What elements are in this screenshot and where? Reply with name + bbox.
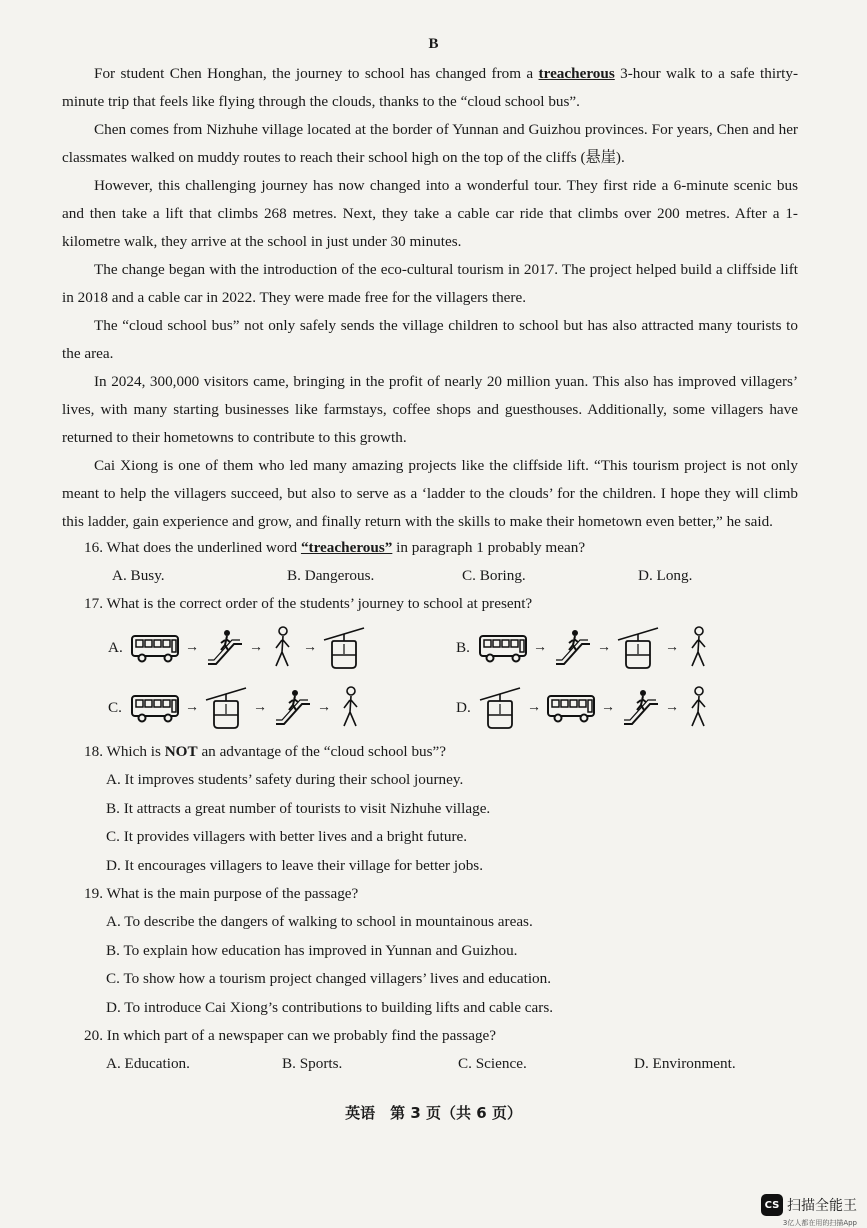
- question-16-options: [84, 562, 804, 590]
- question-17-stem: 17. What is the correct order of the students’ journey to school at present?: [84, 595, 533, 612]
- arrow-icon: →: [303, 640, 317, 655]
- escalator-icon: [552, 628, 592, 668]
- walking-person-icon: [268, 626, 298, 670]
- q20-option-b[interactable]: B. Sports.: [282, 1055, 343, 1072]
- escalator-icon: [272, 688, 312, 728]
- arrow-icon: →: [317, 700, 331, 715]
- q17-option-a[interactable]: [108, 626, 456, 670]
- question-19-options: [84, 908, 804, 1022]
- q17-option-b[interactable]: [456, 626, 804, 670]
- paragraph-4: The change began with the introduction of the eco-cultural tourism in 2017. The project helped build a cliffside lift in 2018 and a cable car in 2022. They were made free for the villagers there.: [62, 261, 798, 306]
- q17-option-c[interactable]: [108, 686, 456, 730]
- q18-option-d[interactable]: D. It encourages villagers to leave their village for better jobs.: [106, 856, 484, 874]
- page-footer: 英语 第 3 页（共 6 页）: [345, 1104, 522, 1122]
- question-list: [84, 534, 804, 1078]
- q20-option-c[interactable]: C. Science.: [458, 1055, 527, 1072]
- q19-option-d[interactable]: D. To introduce Cai Xiong’s contributions to building lifts and cable cars.: [106, 998, 554, 1016]
- q17-options-row-2: [84, 678, 804, 738]
- q16-stem-before: 16. What does the underlined word: [84, 539, 301, 556]
- q18-option-a[interactable]: A. It improves students’ safety during their school journey.: [106, 771, 464, 788]
- arrow-icon: →: [597, 640, 611, 655]
- arrow-icon: →: [601, 700, 615, 715]
- q18-option-c[interactable]: C. It provides villagers with better lives and a bright future.: [106, 828, 468, 845]
- section-label: B: [428, 36, 439, 52]
- paragraph-6: In 2024, 300,000 visitors came, bringing in the profit of nearly 20 million yuan. This also has improved villagers’ lives, with many starting businesses like farmstays, coffee shops and guesthouses. Additionally, some villagers have returned to their hometowns to contribute to this growth.: [62, 373, 798, 446]
- q19-option-b[interactable]: B. To explain how education has improved in Yunnan and Guizhou.: [106, 941, 518, 959]
- arrow-icon: →: [527, 700, 541, 715]
- scanner-tagline: 3亿人都在用的扫描App: [782, 1219, 857, 1227]
- q20-option-d[interactable]: D. Environment.: [634, 1055, 736, 1072]
- question-20-options: [84, 1050, 804, 1078]
- paragraph-1: [62, 60, 798, 116]
- q20-option-a[interactable]: A. Education.: [106, 1055, 190, 1072]
- q17-label-d: D.: [456, 699, 471, 716]
- q18-stem-after: an advantage of the “cloud school bus”?: [197, 743, 447, 760]
- q18-option-b[interactable]: B. It attracts a great number of tourists to visit Nizhuhe village.: [106, 799, 491, 817]
- q18-not-emphasis: NOT: [164, 743, 198, 760]
- arrow-icon: →: [665, 640, 679, 655]
- question-16-stem: [84, 534, 804, 562]
- arrow-icon: →: [185, 640, 199, 655]
- cable-car-icon: [616, 626, 660, 670]
- bus-icon: [478, 633, 528, 663]
- camscanner-logo-icon: CS: [761, 1194, 783, 1216]
- p1-text-before: For student Chen Honghan, the journey to school has changed from a: [94, 65, 539, 82]
- escalator-icon: [204, 628, 244, 668]
- question-18-options: [84, 766, 804, 880]
- q17-label-c: C.: [108, 699, 122, 716]
- q17-label-b: B.: [456, 639, 470, 656]
- q17-label-a: A.: [108, 639, 123, 656]
- arrow-icon: →: [665, 700, 679, 715]
- escalator-icon: [620, 688, 660, 728]
- q17-option-d[interactable]: [456, 686, 804, 730]
- paragraph-7: Cai Xiong is one of them who led many amazing projects like the cliffside lift. “This tourism project is not only meant to help the villagers succeed, but also to serve as a ‘ladder to the clouds’ for the children. I hope they will climb this ladder, gain experience and grow, and finally return with the skills to make their hometown even better,” he said.: [62, 457, 798, 530]
- q19-option-c[interactable]: C. To show how a tourism project changed villagers’ lives and education.: [106, 970, 552, 987]
- bus-icon: [130, 693, 180, 723]
- cable-car-icon: [322, 626, 366, 670]
- cable-car-icon: [204, 686, 248, 730]
- q16-option-b[interactable]: B. Dangerous.: [287, 567, 375, 584]
- reading-passage: [62, 60, 798, 536]
- bus-icon: [546, 693, 596, 723]
- cable-car-icon: [478, 686, 522, 730]
- question-20: [84, 1022, 804, 1078]
- arrow-icon: →: [253, 700, 267, 715]
- question-18-stem: [84, 738, 804, 766]
- q16-underlined-word: “treacherous”: [300, 539, 393, 556]
- q18-stem-before: 18. Which is: [84, 743, 165, 760]
- q16-option-a[interactable]: A. Busy.: [112, 567, 165, 584]
- question-20-stem: 20. In which part of a newspaper can we probably find the passage?: [84, 1027, 497, 1044]
- question-16: [84, 534, 804, 590]
- underlined-word: treacherous: [538, 65, 615, 82]
- walking-person-icon: [684, 686, 714, 730]
- q16-option-c[interactable]: C. Boring.: [462, 567, 526, 584]
- walking-person-icon: [684, 626, 714, 670]
- q16-option-d[interactable]: D. Long.: [638, 567, 693, 584]
- q16-stem-after: in paragraph 1 probably mean?: [392, 539, 586, 556]
- scanner-app-name: 扫描全能王: [787, 1198, 857, 1214]
- paragraph-2: Chen comes from Nizhuhe village located at the border of Yunnan and Guizhou provinces. For years, Chen and her classmates walked on muddy routes to reach their school high on the top of the cliffs (悬崖).: [62, 121, 798, 166]
- question-17: [84, 590, 804, 738]
- walking-person-icon: [336, 686, 366, 730]
- p1-text-after: 3-hour walk to a safe thirty-minute trip that feels like flying through the clouds, thanks to the “cloud school bus”.: [62, 65, 798, 110]
- q17-options-row-1: [84, 618, 804, 678]
- bus-icon: [130, 633, 180, 663]
- arrow-icon: →: [185, 700, 199, 715]
- q19-option-a[interactable]: A. To describe the dangers of walking to school in mountainous areas.: [106, 913, 533, 930]
- paragraph-5: The “cloud school bus” not only safely sends the village children to school but has also attracted many tourists to the area.: [62, 317, 798, 362]
- arrow-icon: →: [533, 640, 547, 655]
- question-19-stem: 19. What is the main purpose of the passage?: [84, 885, 359, 902]
- question-18: [84, 738, 804, 880]
- arrow-icon: →: [249, 640, 263, 655]
- scanner-watermark: [761, 1194, 857, 1216]
- paragraph-3: However, this challenging journey has now changed into a wonderful tour. They first ride a 6-minute scenic bus and then take a lift that climbs 268 metres. Next, they take a cable car ride that climbs over 200 metres. After a 1-kilometre walk, they arrive at the school in just under 30 minutes.: [62, 177, 798, 250]
- question-19: [84, 880, 804, 1022]
